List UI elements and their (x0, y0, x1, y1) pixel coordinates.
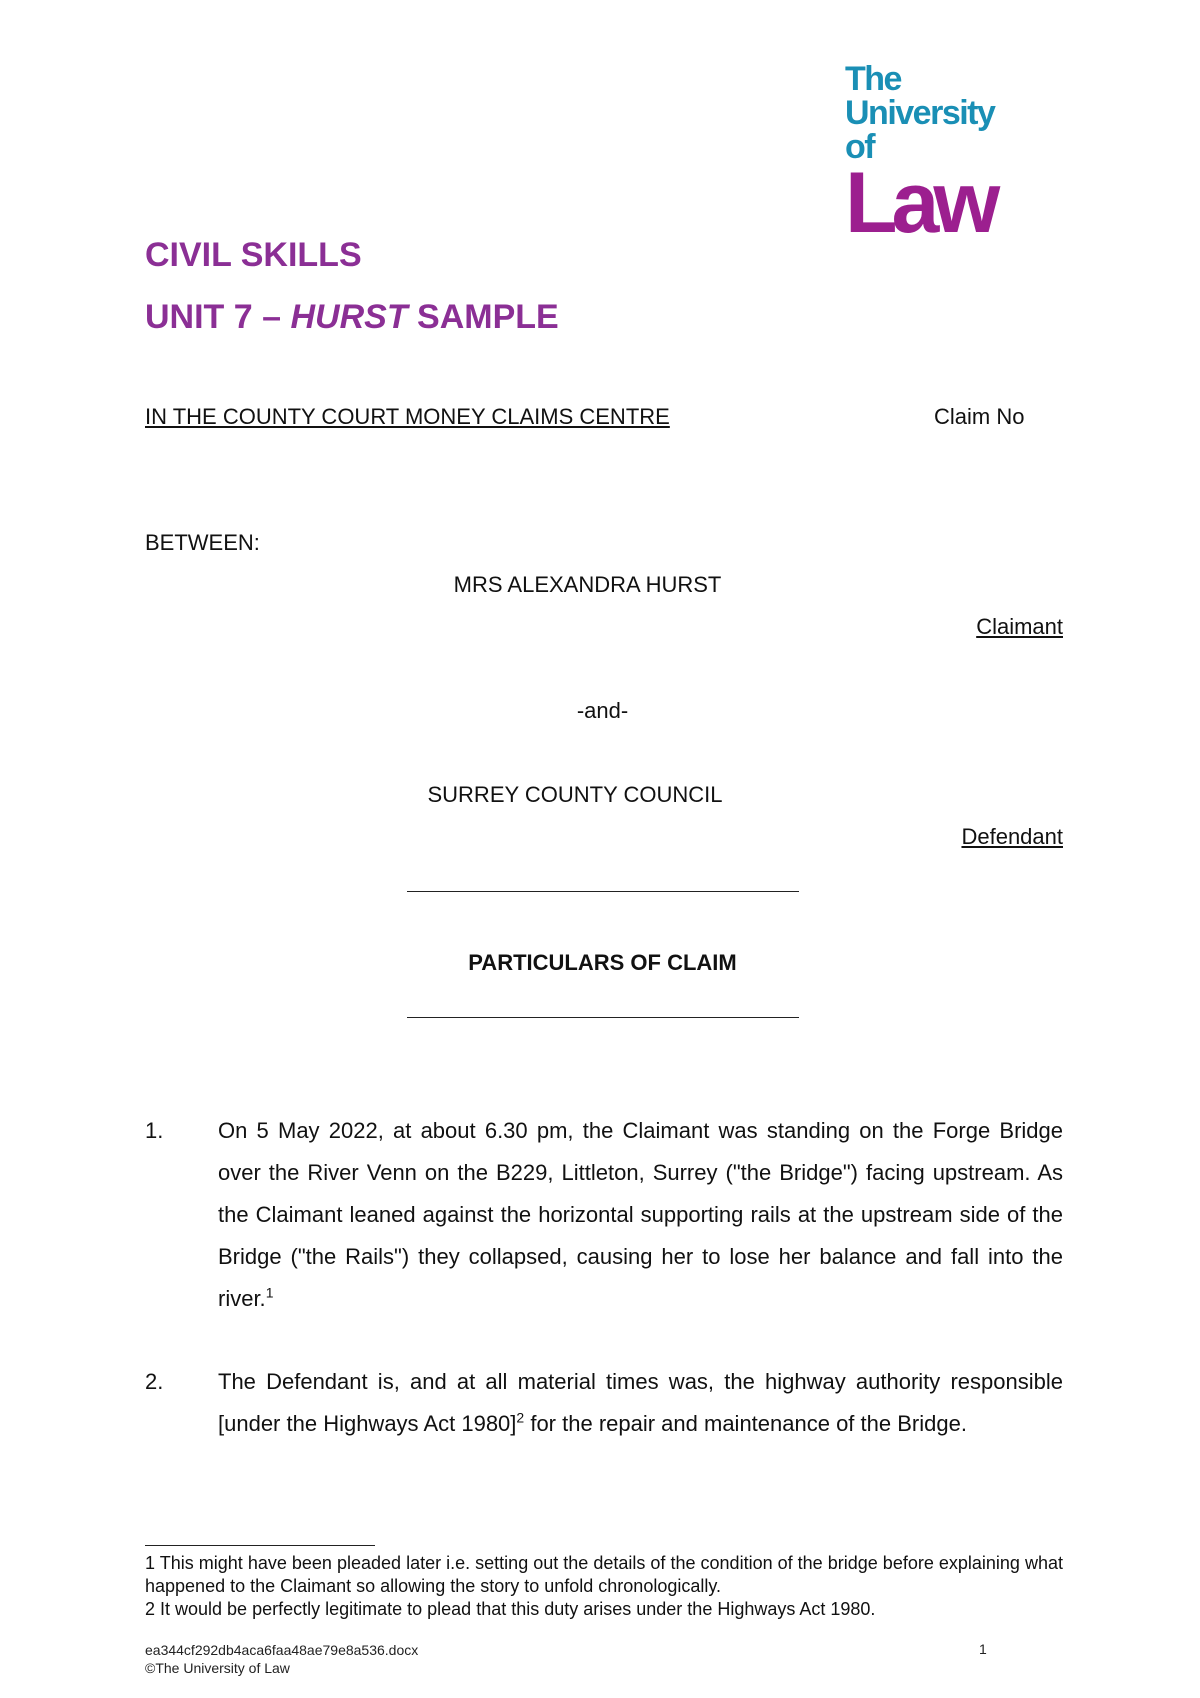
page-footer (145, 1641, 418, 1677)
paragraph-1 (145, 1110, 1063, 1320)
paragraph-number: 1. (145, 1118, 164, 1143)
document-title: CIVIL SKILLS (145, 236, 362, 274)
footnote-ref[interactable]: 1 (265, 1284, 274, 1301)
paragraph-body: On 5 May 2022, at about 6.30 pm, the Claimant was standing on the Forge Bridge over the River Venn on the B229, Littleton, Surrey ("the Bridge") facing upstream. As the Claimant leaned against the horizontal supporting rails at the upstream side of the Bridge ("the Rails") they collapsed, causing her to lose her balance and fall into the river. (218, 1118, 1063, 1311)
between-label: BETWEEN: (145, 530, 260, 555)
paragraph-2 (145, 1361, 1063, 1445)
logo-line-the: The (845, 60, 901, 98)
footnote-separator (145, 1545, 375, 1546)
claim-number-label: Claim No (934, 404, 1025, 429)
subtitle-suffix: SAMPLE (407, 298, 559, 336)
paragraph-text (218, 1110, 1063, 1320)
heading-rule-bottom (407, 1017, 799, 1018)
claimant-name: MRS ALEXANDRA HURST (453, 572, 722, 597)
defendant-name: SURREY COUNTY COUNCIL (427, 782, 723, 807)
subtitle-italic: HURST (290, 298, 408, 336)
footnote-1: 1 This might have been pleaded later i.e. setting out the details of the condition of the bridge before explaining what happened to the Claimant so allowing the story to unfold chronologically. (145, 1553, 1063, 1596)
claimant-label: Claimant (976, 614, 1063, 639)
university-logo (845, 60, 1025, 251)
court-name: IN THE COUNTY COURT MONEY CLAIMS CENTRE (145, 404, 670, 429)
page-number: 1 (979, 1641, 987, 1657)
logo-line-law: Law (845, 155, 995, 251)
paragraph-body-after: for the repair and maintenance of the Bridge. (524, 1411, 967, 1436)
paragraph-body-before: The Defendant is, and at all material times was, the highway authority responsible [under the Highways Act 1980] (218, 1369, 1063, 1436)
paragraph-number: 2. (145, 1369, 164, 1394)
footnote-ref[interactable]: 2 (516, 1409, 525, 1426)
footnotes (145, 1552, 1063, 1621)
document-subtitle (145, 298, 559, 337)
and-separator: -and- (576, 698, 629, 723)
logo-line-university: University of (845, 94, 995, 166)
particulars-heading: PARTICULARS OF CLAIM (468, 950, 737, 975)
paragraph-text (218, 1361, 1063, 1445)
footnote-2: 2 It would be perfectly legitimate to plead that this duty arises under the Highways Act 1980. (145, 1599, 876, 1619)
defendant-label: Defendant (961, 824, 1063, 849)
footer-filename: ea344cf292db4aca6faa48ae79e8a536.docx (145, 1642, 419, 1658)
subtitle-prefix: UNIT 7 – (145, 298, 291, 336)
footer-copyright: ©The University of Law (145, 1660, 290, 1676)
heading-rule-top (407, 891, 799, 892)
